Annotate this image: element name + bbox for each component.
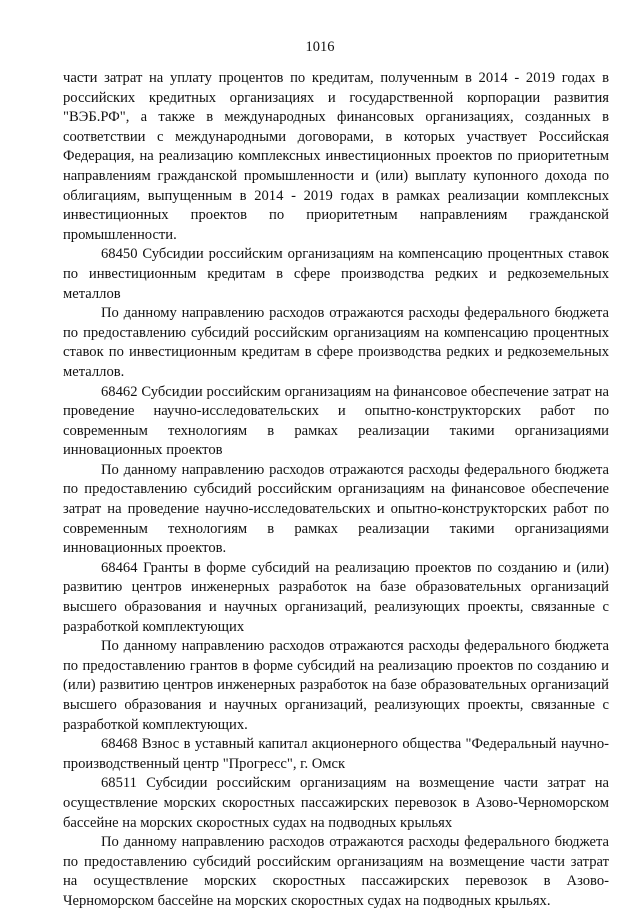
paragraph-68511-heading: 68511 Субсидии российским организациям на возмещение части затрат на осуществление морских скоростных пассажирских перевозок в Азово-Черноморском бассейне на морских скоростных судах на подводных крыльях (63, 775, 609, 831)
paragraph-68462-heading: 68462 Субсидии российским организациям на финансовое обеспечение затрат на проведение научно-исследовательских и опытно-конструкторских работ по современным технологиям в рамках реализации такими организациями инновационных проектов (63, 383, 609, 459)
document-body (63, 69, 609, 912)
paragraph-68450-description: По данному направлению расходов отражаются расходы федерального бюджета по предоставлению субсидий российским организациям на компенсацию процентных ставок по инвестиционным кредитам в сфере производства редких и редкоземельных металлов. (63, 305, 609, 380)
paragraph-68462-description: По данному направлению расходов отражаются расходы федерального бюджета по предоставлению субсидий российским организациям на финансовое обеспечение затрат на проведение научно-исследовательских и опытно-конструкторских работ по современным технологиям в рамках реализации такими организациями инновационных проектов. (63, 461, 609, 557)
paragraph-68468-heading: 68468 Взнос в уставный капитал акционерного общества "Федеральный научно-производственный центр "Прогресс", г. Омск (63, 736, 609, 772)
page-number: 1016 (305, 39, 335, 55)
paragraph-68464-description: По данному направлению расходов отражаются расходы федерального бюджета по предоставлению грантов в форме субсидий на реализацию проектов по созданию и (или) развитию центров инженерных разработок на базе образовательных организаций высшего образования и научных организаций, реализующих проекты, связанные с разработкой комплектующих. (63, 638, 609, 733)
paragraph-continuation: части затрат на уплату процентов по кредитам, полученным в 2014 - 2019 годах в российских кредитных организациях и государственной корпорации развития "ВЭБ.РФ", а также в международных финансовых организациях, созданных в соответствии с международными договорами, в которых участвует Российская Федерация, на реализацию комплексных инвестиционных проектов по приоритетным направлениям гражданской промышленности и (или) выплату купонного дохода по облигациям, выпущенным в 2014 - 2019 годах в рамках реализации комплексных инвестиционных проектов по приоритетным направлениям гражданской промышленности. (63, 70, 609, 243)
paragraph-68511-description: По данному направлению расходов отражаются расходы федерального бюджета по предоставлению субсидий российским организациям на возмещение части затрат на осуществление морских скоростных пассажирских перевозок в Азово-Черноморском бассейне на морских скоростных судах на подводных крыльях. (63, 834, 609, 909)
paragraph-68450-heading: 68450 Субсидии российским организациям на компенсацию процентных ставок по инвестиционным кредитам в сфере производства редких и редкоземельных металлов (63, 246, 609, 302)
paragraph-68464-heading: 68464 Гранты в форме субсидий на реализацию проектов по созданию и (или) развитию центров инженерных разработок на базе образовательных организаций высшего образования и научных организаций, реализующих проекты, связанные с разработкой комплектующих (63, 559, 609, 635)
